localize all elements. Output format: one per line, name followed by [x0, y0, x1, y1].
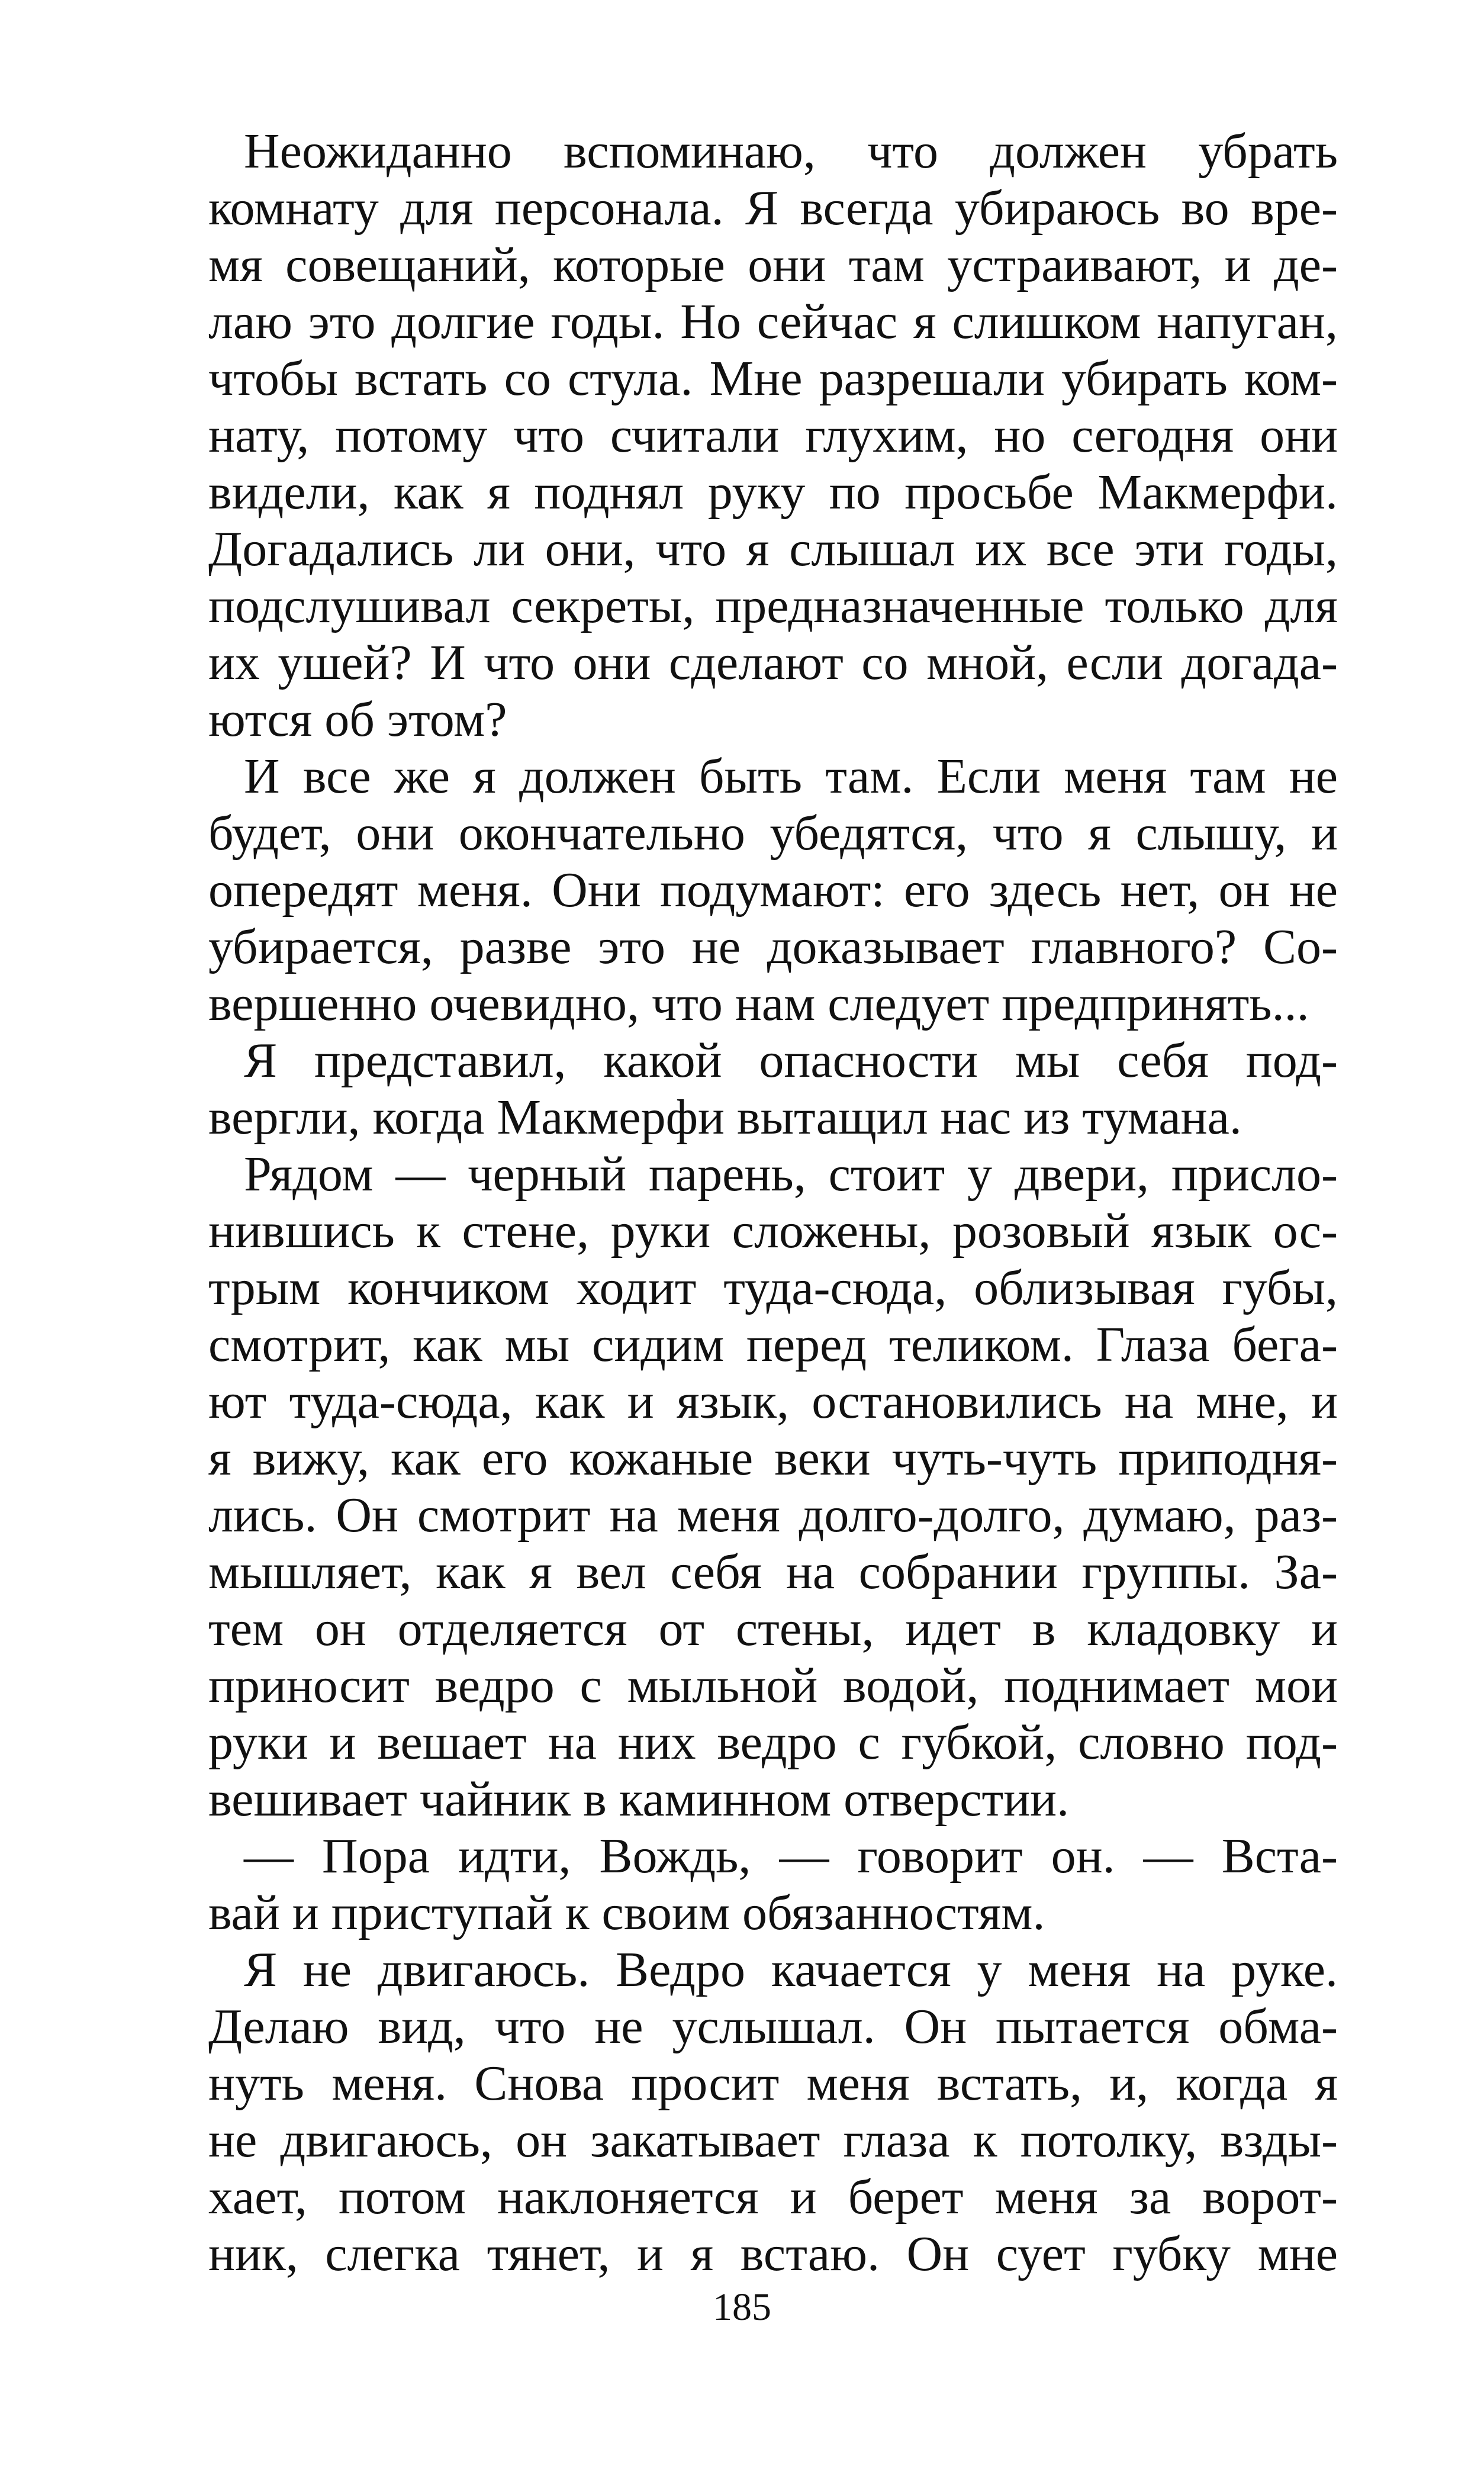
text-line: будет, они окончательно убедятся, что я слышу, и	[208, 806, 1338, 861]
text-line: И все же я должен быть там. Если меня там не	[244, 749, 1338, 804]
text-line: вершенно очевидно, что нам следует предпринять...	[208, 976, 1309, 1031]
text-line: комнату для персонала. Я всегда убираюсь во вре-	[208, 181, 1338, 236]
text-line: я вижу, как его кожаные веки чуть-чуть приподня-	[208, 1431, 1338, 1486]
text-line: Я представил, какой опасности мы себя под-	[244, 1033, 1338, 1088]
text-line: нившись к стене, руки сложены, розовый язык ос-	[208, 1203, 1338, 1258]
text-line: мышляет, как я вел себя на собрании группы. За-	[208, 1544, 1338, 1599]
text-line: Делаю вид, что не услышал. Он пытается обма-	[208, 1999, 1338, 2054]
text-line: вергли, когда Макмерфи вытащил нас из тумана.	[208, 1090, 1242, 1145]
page-number: 185	[713, 2286, 771, 2329]
text-line: лись. Он смотрит на меня долго-долго, думаю, раз-	[208, 1488, 1338, 1543]
text-line: смотрит, как мы сидим перед теликом. Глаза бега-	[208, 1317, 1338, 1372]
text-line: нуть меня. Снова просит меня встать, и, когда я	[208, 2056, 1338, 2111]
text-line: вешивает чайник в каминном отверстии.	[208, 1772, 1070, 1827]
text-line: нату, потому что считали глухим, но сегодня они	[208, 408, 1338, 463]
text-line: убирается, разве это не доказывает главного? Со-	[208, 919, 1338, 974]
text-line: Я не двигаюсь. Ведро качается у меня на руке.	[244, 1942, 1338, 1997]
text-line: мя совещаний, которые они там устраивают, и де-	[208, 237, 1338, 292]
text-line: приносит ведро с мыльной водой, поднимает мои	[208, 1658, 1338, 1713]
text-line: их ушей? И что они сделают со мной, если догада-	[208, 635, 1338, 690]
text-line: ник, слегка тянет, и я встаю. Он сует губку мне	[208, 2226, 1338, 2281]
text-line: опередят меня. Они подумают: его здесь нет, он не	[208, 862, 1338, 918]
text-line: ют туда-сюда, как и язык, остановились на мне, и	[208, 1374, 1338, 1429]
text-line: Догадались ли они, что я слышал их все эти годы,	[208, 522, 1338, 577]
text-line: не двигаюсь, он закатывает глаза к потолку, взды-	[208, 2113, 1338, 2168]
text-line: ются об этом?	[208, 692, 507, 747]
text-line: Неожиданно вспоминаю, что должен убрать	[244, 124, 1338, 179]
text-line: хает, потом наклоняется и берет меня за ворот-	[208, 2170, 1338, 2225]
text-line: видели, как я поднял руку по просьбе Макмерфи.	[208, 465, 1338, 520]
text-line: руки и вешает на них ведро с губкой, словно под-	[208, 1715, 1338, 1770]
text-line: вай и приступай к своим обязанностям.	[208, 1885, 1045, 1940]
text-line: тем он отделяется от стены, идет в кладовку и	[208, 1601, 1338, 1656]
text-line: лаю это долгие годы. Но сейчас я слишком напуган,	[208, 294, 1338, 349]
text-line: — Пора идти, Вождь, — говорит он. — Вста-	[244, 1829, 1338, 1884]
text-line: трым кончиком ходит туда-сюда, облизывая губы,	[208, 1260, 1338, 1315]
text-line: Рядом — черный парень, стоит у двери, присло-	[244, 1147, 1338, 1202]
body-text	[208, 123, 1338, 2283]
text-line: подслушивал секреты, предназначенные только для	[208, 578, 1338, 633]
text-line: чтобы встать со стула. Мне разрешали убирать ком-	[208, 351, 1338, 406]
